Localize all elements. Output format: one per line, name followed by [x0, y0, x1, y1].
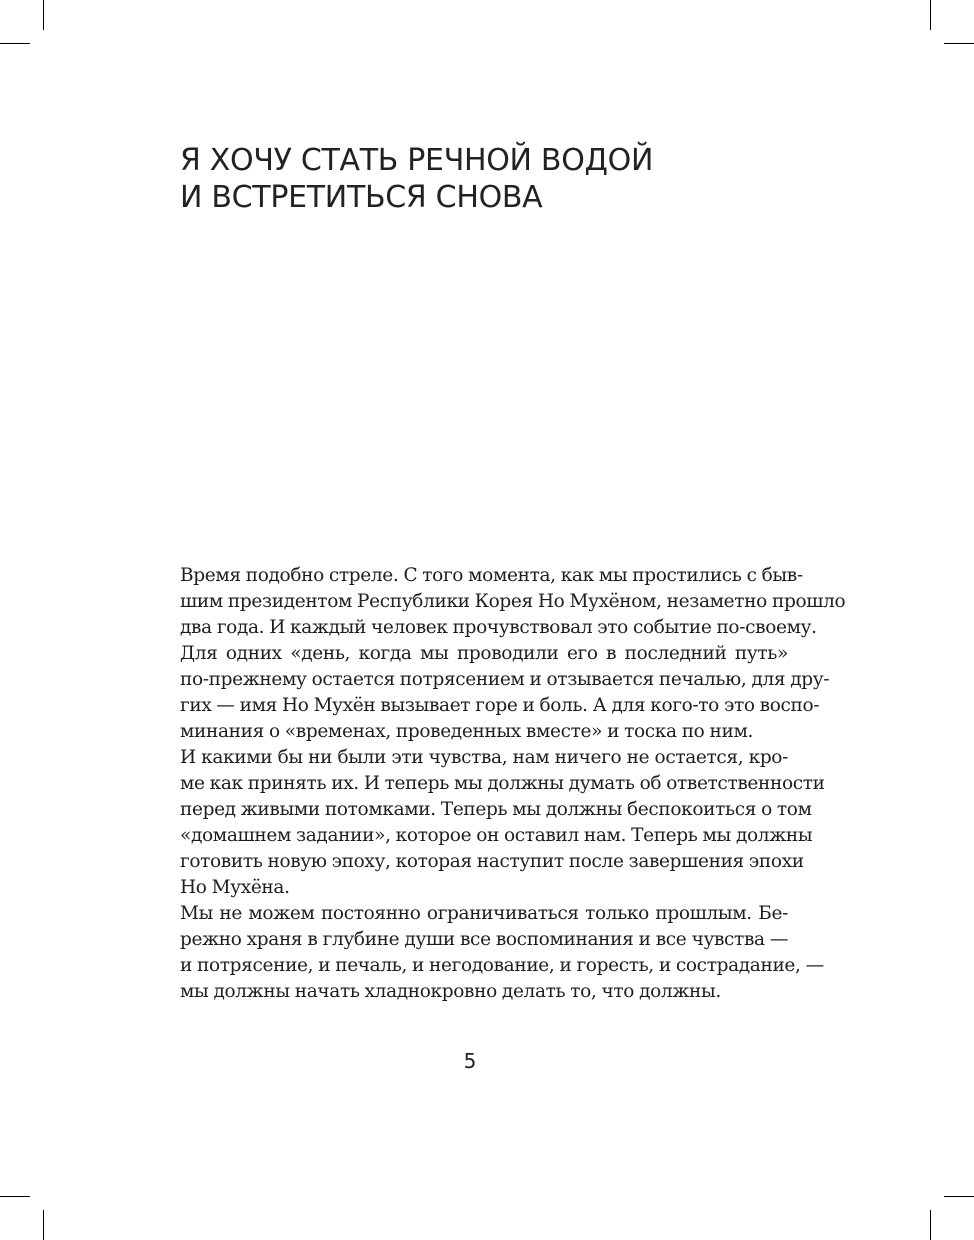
crop-mark-top-left-h [0, 43, 30, 44]
crop-mark-bottom-right-h [944, 1196, 974, 1197]
text-line: Для одних «день, когда мы проводили его в последний путь» [180, 643, 788, 664]
crop-mark-top-right-v [930, 0, 931, 30]
text-line: гих — имя Но Мухён вызывает горе и боль. А для кого-то это воспо- [180, 695, 820, 716]
text-line: минания о «временах, проведенных вместе» и тоска по ним. [180, 721, 754, 742]
text-line: мы должны начать хладнокровно делать то, что должны. [180, 981, 721, 1002]
crop-mark-top-left-v [43, 0, 44, 30]
text-line: Мы не можем постоянно ограничиваться только прошлым. Бе- [180, 903, 788, 924]
paragraph [150, 901, 824, 1005]
text-line: И какими бы ни были эти чувства, нам ничего не остается, кро- [180, 747, 788, 768]
page-number: 5 [463, 1049, 477, 1073]
text-line: перед живыми потомками. Теперь мы должны беспокоиться о том [180, 799, 812, 820]
crop-mark-top-right-h [944, 43, 974, 44]
text-line: режно храня в глубине души все воспоминания и все чувства — [180, 929, 788, 950]
text-line: по-прежнему остается потрясением и отзывается печалью, для дру- [180, 669, 830, 690]
crop-mark-bottom-left-v [43, 1210, 44, 1240]
paragraph [150, 745, 825, 901]
text-line: шим президентом Республики Корея Но Мухёном, незаметно прошло [180, 591, 846, 612]
crop-mark-bottom-left-h [0, 1196, 30, 1197]
chapter-title-line: И ВСТРЕТИТЬСЯ СНОВА [180, 180, 543, 215]
paragraph [150, 563, 846, 641]
text-line: два года. И каждый человек прочувствовал это событие по-своему. [180, 617, 817, 638]
chapter-title [180, 142, 880, 216]
chapter-title-line: Я ХОЧУ СТАТЬ РЕЧНОЙ ВОДОЙ [180, 143, 654, 178]
paragraph [150, 641, 830, 745]
crop-mark-bottom-right-v [930, 1210, 931, 1240]
text-line: ме как принять их. И теперь мы должны думать об ответственности [180, 773, 825, 794]
text-line: готовить новую эпоху, которая наступит после завершения эпохи [180, 851, 804, 872]
text-line: «домашнем задании», которое он оставил нам. Теперь мы должны [180, 825, 813, 846]
text-line: Но Мухёна. [180, 877, 290, 898]
text-line: и потрясение, и печаль, и негодование, и горесть, и сострадание, — [180, 955, 824, 976]
text-line: Время подобно стреле. С того момента, как мы простились с быв- [180, 565, 803, 586]
body-text [150, 563, 846, 1005]
